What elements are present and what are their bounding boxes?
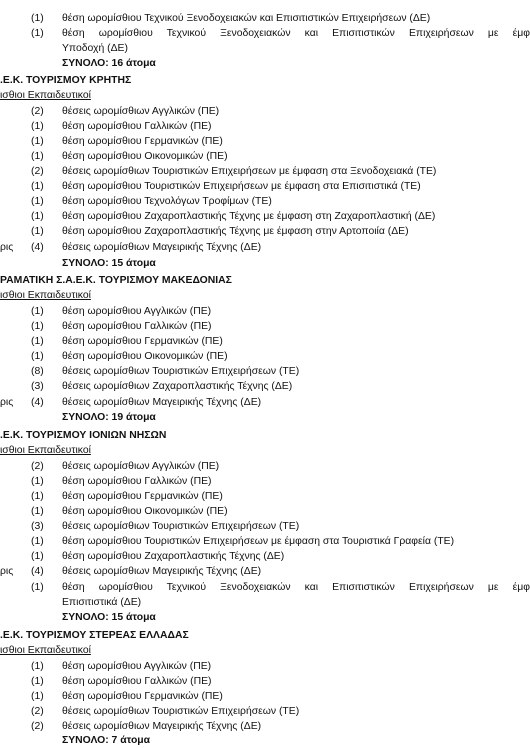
position-label: θέση ωρομίσθιου Ζαχαροπλαστικής Τέχνης με έμφαση στην Αρτοποιία (ΔΕ) (62, 226, 409, 237)
section-subtitle: ισθιοι Εκπαιδευτικοί (0, 90, 91, 101)
position-line (0, 704, 530, 719)
position-count: (2) (31, 166, 44, 177)
position-count: (2) (31, 461, 44, 472)
position-line (0, 11, 530, 26)
position-count: (1) (31, 676, 44, 687)
position-line (0, 719, 530, 734)
position-label: θέσεις ωρομίσθιων Αγγλικών (ΠΕ) (62, 106, 220, 117)
position-count: (1) (31, 336, 44, 347)
position-label: θέση ωρομίσθιου Οικονομικών (ΠΕ) (62, 351, 228, 362)
section-title-line (0, 273, 530, 288)
position-line (0, 194, 530, 209)
position-count: (1) (31, 211, 44, 222)
position-line (0, 564, 530, 579)
position-count: (1) (31, 661, 44, 672)
position-count: (1) (31, 536, 44, 547)
position-label: θέση ωρομίσθιου Γερμανικών (ΠΕ) (62, 336, 223, 347)
position-count: (4) (31, 242, 44, 253)
position-count: (1) (31, 491, 44, 502)
margin-fragment: ρις (0, 566, 14, 577)
position-line (0, 689, 530, 704)
position-label: θέση ωρομίσθιου Τεχνικού Ξενοδοχειακών και Επισιτιστικών Επιχειρήσεων (ΔΕ) (62, 13, 431, 24)
position-label: θέση ωρομίσθιου Οικονομικών (ΠΕ) (62, 506, 228, 517)
position-count: (8) (31, 366, 44, 377)
position-label-continuation: Επισιτιστικά (ΔΕ) (62, 597, 142, 608)
position-label: θέση ωρομίσθιου Τεχνικού Ξενοδοχειακών και Επισιτιστικών Επιχειρήσεων με έμφ (62, 582, 530, 593)
position-count: (1) (31, 181, 44, 192)
position-count: (1) (31, 28, 44, 39)
margin-fragment: ρις (0, 397, 14, 408)
position-count: (1) (31, 121, 44, 132)
position-label: θέσεις ωρομίσθιων Μαγειρικής Τέχνης (ΔΕ) (62, 721, 262, 732)
position-count: (1) (31, 351, 44, 362)
position-count: (1) (31, 196, 44, 207)
position-count: (1) (31, 13, 44, 24)
position-line (0, 104, 530, 119)
position-line (0, 179, 530, 194)
position-label: θέση ωρομίσθιου Ζαχαροπλαστικής Τέχνης με έμφαση στη Ζαχαροπλαστική (ΔΕ) (62, 211, 436, 222)
position-count: (3) (31, 521, 44, 532)
section-subtitle-line (0, 288, 530, 303)
section-total: ΣΥΝΟΛΟ: 15 άτομα (62, 612, 156, 623)
position-count: (4) (31, 566, 44, 577)
position-line (0, 474, 530, 489)
position-line (0, 224, 530, 239)
position-count: (2) (31, 721, 44, 732)
position-line (0, 379, 530, 394)
position-line (0, 504, 530, 519)
section-total: ΣΥΝΟΛΟ: 16 άτομα (62, 58, 156, 69)
position-line (0, 364, 530, 379)
position-line (0, 395, 530, 410)
section-title: .Ε.Κ. ΤΟΥΡΙΣΜΟΥ ΙΟΝΙΩΝ ΝΗΣΩΝ (0, 430, 167, 441)
position-line (0, 334, 530, 349)
position-label: θέση ωρομίσθιου Τουριστικών Επιχειρήσεων με έμφαση στα Τουριστικά Γραφεία (ΤΕ) (62, 536, 455, 547)
section-total-line (0, 610, 530, 625)
margin-fragment: ρις (0, 242, 14, 253)
position-label: θέσεις ωρομίσθιων Μαγειρικής Τέχνης (ΔΕ) (62, 397, 262, 408)
position-label: θέσεις ωρομίσθιων Μαγειρικής Τέχνης (ΔΕ) (62, 242, 262, 253)
position-label: θέση ωρομίσθιου Γαλλικών (ΠΕ) (62, 121, 212, 132)
section-total: ΣΥΝΟΛΟ: 19 άτομα (62, 412, 156, 423)
position-count: (3) (31, 381, 44, 392)
position-label: θέσεις ωρομίσθιων Τουριστικών Επιχειρήσεων (ΤΕ) (62, 706, 300, 717)
position-line (0, 209, 530, 224)
position-line (0, 41, 530, 56)
position-line (0, 595, 530, 610)
position-label: θέση ωρομίσθιου Τουριστικών Επιχειρήσεων με έμφαση στα Επισιτιστικά (ΤΕ) (62, 181, 421, 192)
position-label: θέση ωρομίσθιου Γερμανικών (ΠΕ) (62, 691, 223, 702)
position-line (0, 319, 530, 334)
section-subtitle: ισθιοι Εκπαιδευτικοί (0, 645, 91, 656)
position-line (0, 459, 530, 474)
position-label: θέση ωρομίσθιου Τεχνολόγων Τροφίμων (ΤΕ) (62, 196, 272, 207)
section-subtitle-line (0, 643, 530, 658)
position-line (0, 659, 530, 674)
position-count: (1) (31, 151, 44, 162)
section-total: ΣΥΝΟΛΟ: 15 άτομα (62, 258, 156, 269)
position-count: (4) (31, 397, 44, 408)
section-title-line (0, 428, 530, 443)
position-count: (1) (31, 226, 44, 237)
position-line (0, 489, 530, 504)
position-line (0, 674, 530, 689)
position-line (0, 349, 530, 364)
position-line (0, 134, 530, 149)
section-title: .Ε.Κ. ΤΟΥΡΙΣΜΟΥ ΣΤΕΡΕΑΣ ΕΛΛΑΔΑΣ (0, 630, 189, 641)
position-label: θέσεις ωρομίσθιων Αγγλικών (ΠΕ) (62, 461, 220, 472)
position-line (0, 549, 530, 564)
position-label: θέση ωρομίσθιου Γερμανικών (ΠΕ) (62, 136, 223, 147)
position-label: θέση ωρομίσθιου Γερμανικών (ΠΕ) (62, 491, 223, 502)
section-subtitle: ισθιοι Εκπαιδευτικοί (0, 445, 91, 456)
position-line (0, 26, 530, 41)
section-title: .Ε.Κ. ΤΟΥΡΙΣΜΟΥ ΚΡΗΤΗΣ (0, 75, 132, 86)
section-subtitle: ισθιοι Εκπαιδευτικοί (0, 290, 91, 301)
position-label: θέση ωρομίσθιου Τεχνικού Ξενοδοχειακών και Επισιτιστικών Επιχειρήσεων με έμφ (62, 28, 530, 39)
position-count: (1) (31, 691, 44, 702)
position-label: θέση ωρομίσθιου Γαλλικών (ΠΕ) (62, 321, 212, 332)
position-line (0, 149, 530, 164)
position-count: (1) (31, 476, 44, 487)
section-subtitle-line (0, 443, 530, 458)
position-label: θέση ωρομίσθιου Γαλλικών (ΠΕ) (62, 676, 212, 687)
section-title: ΡΑΜΑΤΙΚΗ Σ.Α.Ε.Κ. ΤΟΥΡΙΣΜΟΥ ΜΑΚΕΔΟΝΙΑΣ (0, 275, 232, 286)
position-count: (2) (31, 106, 44, 117)
position-label: θέση ωρομίσθιου Αγγλικών (ΠΕ) (62, 306, 212, 317)
position-label: θέσεις ωρομίσθιων Τουριστικών Επιχειρήσεων (ΤΕ) (62, 521, 300, 532)
section-subtitle-line (0, 88, 530, 103)
position-count: (1) (31, 136, 44, 147)
position-line (0, 304, 530, 319)
position-count: (1) (31, 306, 44, 317)
position-label: θέσεις ωρομίσθιων Ζαχαροπλαστικής Τέχνης (ΔΕ) (62, 381, 293, 392)
section-title-line (0, 73, 530, 88)
section-total: ΣΥΝΟΛΟ: 7 άτομα (62, 735, 151, 746)
position-label: θέση ωρομίσθιου Γαλλικών (ΠΕ) (62, 476, 212, 487)
position-line (0, 580, 530, 595)
section-total-line (0, 256, 530, 271)
position-line (0, 534, 530, 549)
position-count: (1) (31, 321, 44, 332)
position-line (0, 164, 530, 179)
position-label: θέσεις ωρομίσθιων Τουριστικών Επιχειρήσεων (ΤΕ) (62, 366, 300, 377)
position-label-continuation: Υποδοχή (ΔΕ) (62, 43, 128, 54)
position-label: θέση ωρομίσθιου Αγγλικών (ΠΕ) (62, 661, 212, 672)
section-title-line (0, 628, 530, 643)
section-total-line (0, 410, 530, 425)
position-count: (1) (31, 506, 44, 517)
section-total-line (0, 733, 530, 748)
position-line (0, 119, 530, 134)
position-count: (1) (31, 551, 44, 562)
position-label: θέση ωρομίσθιου Οικονομικών (ΠΕ) (62, 151, 228, 162)
position-count: (1) (31, 582, 44, 593)
position-line (0, 519, 530, 534)
position-label: θέση ωρομίσθιου Ζαχαροπλαστικής Τέχνης (ΔΕ) (62, 551, 285, 562)
position-line (0, 240, 530, 255)
position-count: (2) (31, 706, 44, 717)
position-label: θέσεις ωρομίσθιων Μαγειρικής Τέχνης (ΔΕ) (62, 566, 262, 577)
section-total-line (0, 56, 530, 71)
position-label: θέσεις ωρομίσθιων Τουριστικών Επιχειρήσεων με έμφαση στα Ξενοδοχειακά (ΤΕ) (62, 166, 437, 177)
